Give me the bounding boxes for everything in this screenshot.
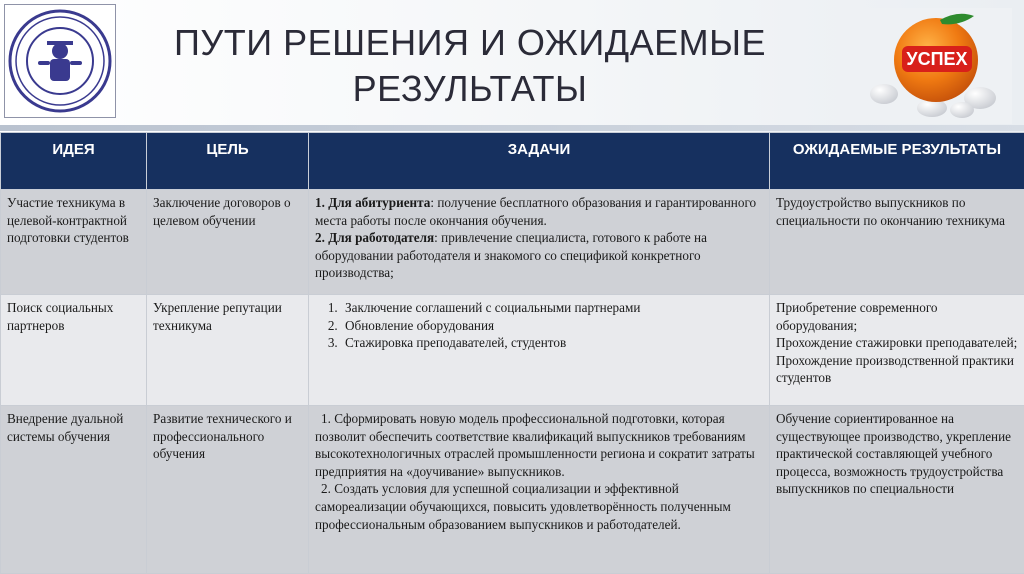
task-label: 1. Для абитуриента: [315, 195, 431, 210]
slide-title: [150, 20, 790, 112]
task-item: [315, 194, 763, 229]
result-line: Приобретение современного оборудования;: [776, 300, 938, 333]
task-text: : получение бесплатного образования и гарантированного места работы после окончания обучения.: [315, 195, 757, 228]
cell-goal: Заключение договоров о целевом обучении: [147, 190, 309, 295]
column-header-tasks: ЗАДАЧИ: [309, 133, 770, 190]
cell-goal: Укрепление репутации техникума: [147, 295, 309, 406]
slide-title-line-1: ПУТИ РЕШЕНИЯ И ОЖИДАЕМЫЕ: [174, 22, 766, 63]
column-header-results: ОЖИДАЕМЫЕ РЕЗУЛЬТАТЫ: [770, 133, 1024, 190]
task-paragraph: 2. Создать условия для успешной социализации и эффективной самореализации обучающихся, повысить удовлетворённость полученным профессиональным образованием выпускников и работодателей.: [315, 481, 731, 532]
cell-results: Обучение сориентированное на существующее производство, укрепление практической составляющей учебного процесса, возможность трудоустройства выпускников по специальности: [770, 406, 1024, 574]
table-row: [1, 190, 1024, 295]
cell-tasks: [309, 295, 770, 406]
task-list-item: 3. Стажировка преподавателей, студентов: [341, 334, 763, 352]
success-badge: [862, 8, 1012, 124]
college-logo: [4, 4, 116, 118]
cell-idea: Участие техникума в целевой-контрактной подготовки студентов: [1, 190, 147, 295]
slide-header: [0, 0, 1024, 132]
cell-results: [770, 295, 1024, 406]
cell-idea: Внедрение дуальной системы обучения: [1, 406, 147, 574]
cell-idea: Поиск социальных партнеров: [1, 295, 147, 406]
result-line: Прохождение стажировки преподавателей;: [776, 335, 1018, 351]
task-list-item: 1. Заключение соглашений с социальными партнерами: [341, 299, 763, 317]
cell-results: Трудоустройство выпускников по специальности по окончанию техникума: [770, 190, 1024, 295]
table-row: [1, 295, 1024, 406]
success-badge-text: УСПЕХ: [906, 49, 968, 69]
result-line: Прохождение производственной практики студентов: [776, 352, 1014, 386]
table-row: [1, 406, 1024, 574]
task-label: 2. Для работодателя: [315, 230, 435, 246]
cell-tasks: [309, 190, 770, 295]
slide-title-line-2: РЕЗУЛЬТАТЫ: [352, 68, 588, 109]
task-list-item: 2. Обновление оборудования: [341, 317, 763, 335]
cell-goal: Развитие технического и профессионального обучения: [147, 406, 309, 574]
column-header-idea: ИДЕЯ: [1, 133, 147, 190]
college-emblem-icon: [5, 5, 115, 117]
plan-table: [0, 132, 1024, 574]
header-divider: [0, 125, 1024, 131]
table-header-row: [1, 133, 1024, 190]
task-item: [315, 229, 763, 282]
task-list: [315, 299, 763, 352]
cell-tasks: [309, 406, 770, 574]
column-header-goal: ЦЕЛЬ: [147, 133, 309, 190]
task-paragraph: 1. Сформировать новую модель профессиональной подготовки, которая позволит обеспечить соответствие квалификаций выпускников требованиям высокотехнологичных отраслей промышленности региона и сократит затраты предприятия на «доучивание» выпускников.: [315, 411, 755, 479]
task-text: : привлечение специалиста, готового к работе на оборудовании работодателя и знакомого со спецификой конкретного производства;: [315, 230, 707, 281]
